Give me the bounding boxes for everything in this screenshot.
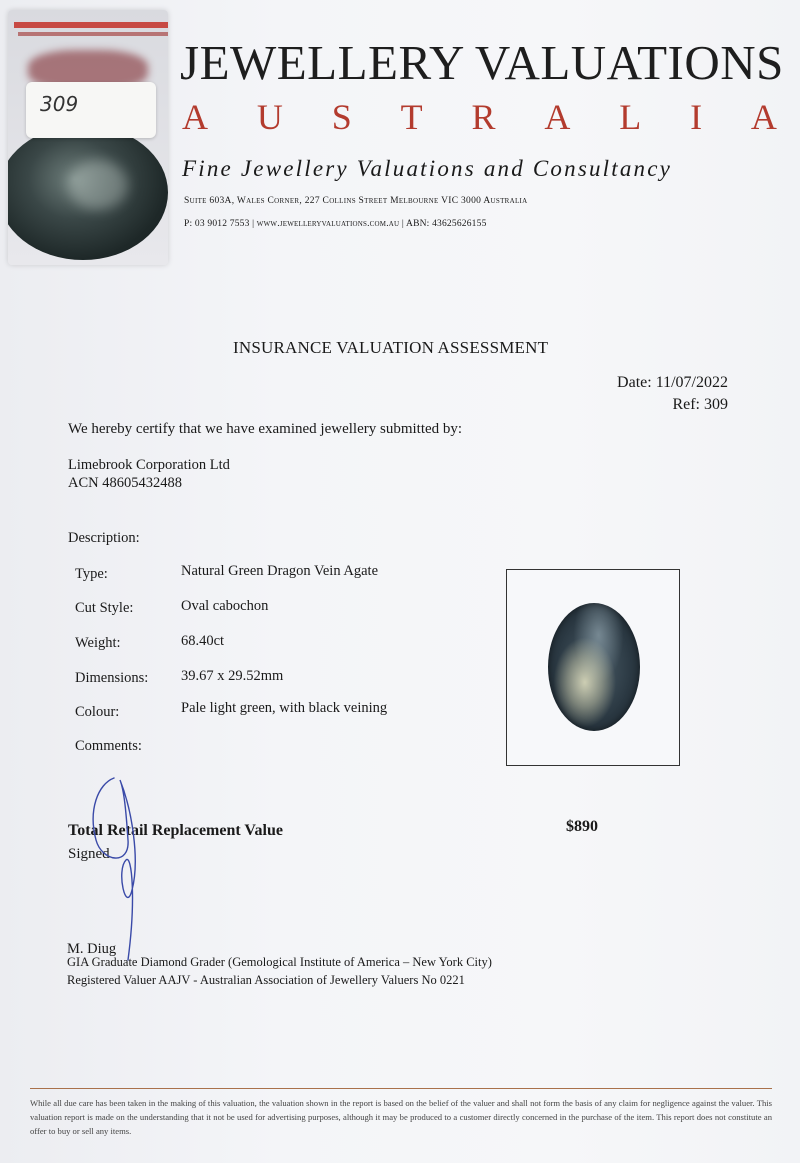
brand-tagline: Fine Jewellery Valuations and Consultancy [182,156,673,181]
type-label: Type: [75,566,108,582]
bag-label [26,82,156,138]
colour-label: Colour: [75,704,120,720]
item-photo-frame [506,569,680,766]
cut-style-label: Cut Style: [75,600,134,616]
brand-country-letter: S [331,97,352,137]
description-heading: Description: [68,530,140,546]
agate-cabochon-image [548,603,640,731]
brand-country-letter: T [400,97,423,137]
dimensions-value: 39.67 x 29.52mm [181,668,284,684]
cut-style-value: Oval cabochon [181,598,269,614]
bag-seal-strip-inner [18,32,168,36]
total-value-amount: $890 [566,818,598,835]
signed-label: Signed [68,846,110,862]
brand-country [182,96,777,138]
comments-label: Comments: [75,738,142,754]
document-date: Date: 11/07/2022 [617,374,728,391]
valuer-credential-gia: GIA Graduate Diamond Grader (Gemological Institute of America – New York City) [67,955,492,969]
footer-disclaimer: While all due care has been taken in the making of this valuation, the valuation shown in the report is based on the belief of the valuer and shall not form the basis of any claim for negligence against the valuer. This valuation report is made on the understanding that it not be used for advertising purposes, although it may be produced to a customer directly concerned in the purchase of the item. This report does not constitute an offer to buy or sell any items. [30,1098,772,1136]
brand-country-letter: A [182,97,208,137]
certify-statement: We hereby certify that we have examined jewellery submitted by: [68,421,463,437]
bag-label-text: 309 [40,92,79,116]
brand-country-letter: A [750,97,777,137]
valuer-name: M. Diug [67,941,117,957]
brand-country-letter: R [471,97,496,137]
bagged-stone-reflection [68,160,128,210]
brand-country-letter: I [690,97,703,137]
document-ref: Ref: 309 [672,396,728,413]
brand-name: JEWELLERY VALUATIONS [180,35,784,90]
bag-seal-strip [14,22,168,28]
brand-country-letter: A [544,97,571,137]
client-name: Limebrook Corporation Ltd [68,457,230,473]
dimensions-label: Dimensions: [75,670,149,686]
sample-bag-photo [8,10,168,265]
weight-value: 68.40ct [181,633,225,649]
footer-divider [30,1088,772,1089]
client-acn: ACN 48605432488 [68,475,182,491]
document-title: INSURANCE VALUATION ASSESSMENT [233,338,549,357]
colour-value: Pale light green, with black veining [181,700,388,716]
company-address: Suite 603A, Wales Corner, 227 Collins Street Melbourne VIC 3000 Australia [184,196,528,206]
brand-country-letter: L [619,97,642,137]
total-value-label: Total Retail Replacement Value [68,822,283,839]
type-value: Natural Green Dragon Vein Agate [181,563,379,579]
company-contact: P: 03 9012 7553 | www.jewelleryvaluations.com.au | ABN: 43625626155 [184,219,487,229]
brand-country-letter: U [256,97,283,137]
weight-label: Weight: [75,635,121,651]
handwritten-signature [80,770,170,970]
valuer-credential-aajv: Registered Valuer AAJV - Australian Association of Jewellery Valuers No 0221 [67,973,465,987]
